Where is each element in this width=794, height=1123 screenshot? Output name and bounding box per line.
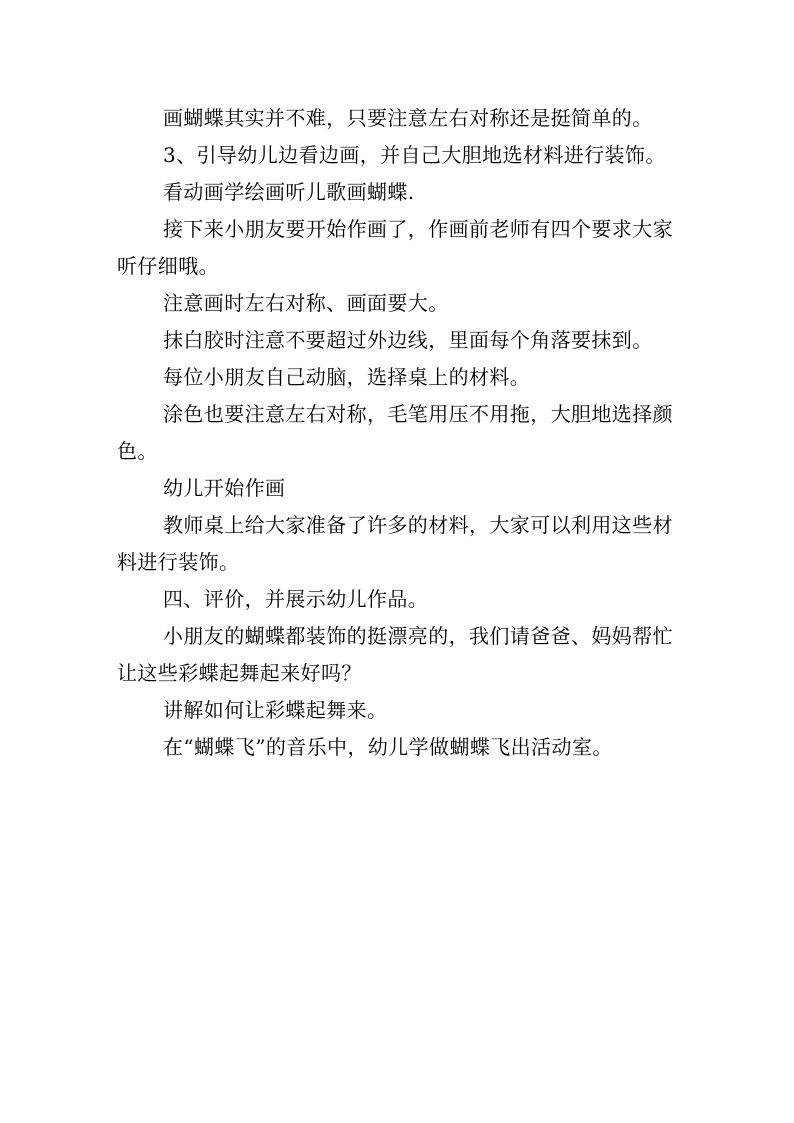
paragraph: 看动画学绘画听儿歌画蝴蝶. [163,180,415,204]
paragraph: 教师桌上给大家准备了许多的材料，大家可以利用这些材料进行装饰。 [117,513,673,574]
paragraph: 四、评价，并展示幼儿作品。 [163,587,429,611]
paragraph: 画蝴蝶其实并不难，只要注意左右对称还是挺简单的。 [163,106,653,130]
document-body [117,100,687,766]
paragraph: 3、引导幼儿边看边画，并自己大胆地选材料进行装饰。 [163,143,666,167]
paragraph: 讲解如何让彩蝶起舞来。 [163,698,388,722]
paragraph: 每位小朋友自己动脑，选择桌上的材料。 [163,365,531,389]
paragraph: 接下来小朋友要开始作画了，作画前老师有四个要求大家听仔细哦。 [117,217,673,278]
paragraph: 注意画时左右对称、画面要大。 [163,291,449,315]
paragraph: 抹白胶时注意不要超过外边线，里面每个角落要抹到。 [163,328,653,352]
paragraph: 涂色也要注意左右对称，毛笔用压不用拖，大胆地选择颜色。 [117,402,673,463]
paragraph: 小朋友的蝴蝶都装饰的挺漂亮的，我们请爸爸、妈妈帮忙让这些彩蝶起舞起来好吗？ [117,624,673,685]
paragraph: 在“蝴蝶飞”的音乐中，幼儿学做蝴蝶飞出活动室。 [163,735,613,759]
paragraph: 幼儿开始作画 [163,476,286,500]
